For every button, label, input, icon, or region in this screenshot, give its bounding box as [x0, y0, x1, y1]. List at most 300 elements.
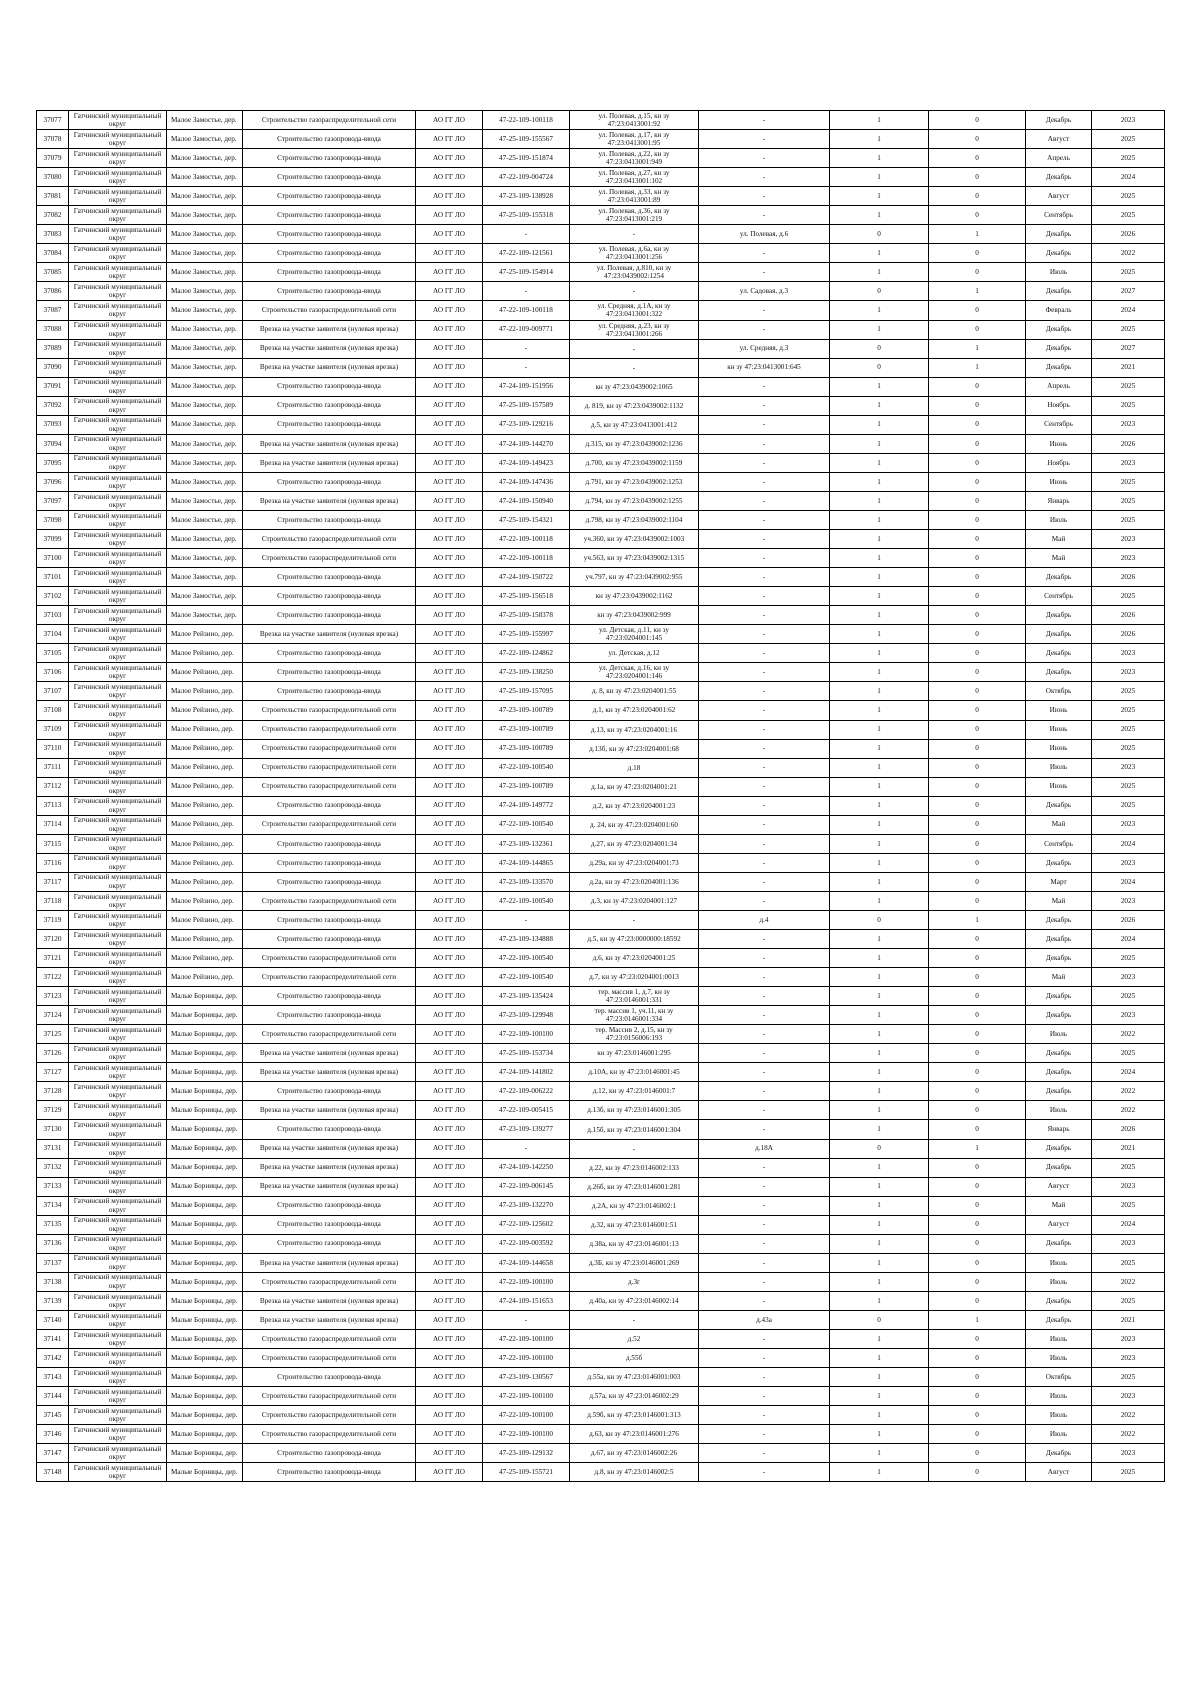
table-row — [37, 1425, 1165, 1444]
organization-cell: АО ГГ ЛО — [416, 625, 483, 644]
planned-month-cell: Январь — [1026, 1120, 1092, 1139]
work-type-cell: Строительство газопровода-ввода — [243, 930, 416, 949]
settlement-cell: Малые Борницы, дер. — [167, 1120, 243, 1139]
address-without-application-cell: - — [699, 625, 830, 644]
count-with-application-cell: 1 — [830, 1234, 929, 1253]
count-without-application-cell: 0 — [929, 587, 1026, 606]
application-number-cell: 47-24-109-144270 — [483, 434, 570, 453]
count-with-application-cell: 1 — [830, 587, 929, 606]
row-number-cell: 37121 — [37, 949, 69, 968]
row-number-cell: 37141 — [37, 1330, 69, 1349]
address-without-application-cell: - — [699, 758, 830, 777]
count-with-application-cell: 1 — [830, 549, 929, 568]
address-without-application-cell: - — [699, 530, 830, 549]
application-number-cell: - — [483, 225, 570, 244]
work-type-cell: Строительство газопровода-ввода — [243, 187, 416, 206]
organization-cell: АО ГГ ЛО — [416, 1006, 483, 1025]
count-with-application-cell: 1 — [830, 206, 929, 225]
planned-year-cell: 2025 — [1092, 1463, 1165, 1482]
work-type-cell: Врезка на участке заявителя (нулевая врезка) — [243, 1063, 416, 1082]
address-cell: д.791, кн зу 47:23:0439002:1253 — [570, 472, 699, 491]
settlement-cell: Малое Замостье, дер. — [167, 339, 243, 358]
settlement-cell: Малое Замостье, дер. — [167, 130, 243, 149]
application-number-cell: 47-22-109-003592 — [483, 1234, 570, 1253]
row-number-cell: 37143 — [37, 1368, 69, 1387]
municipal-district-cell: Гатчинский муниципальный округ — [69, 510, 167, 529]
municipal-district-cell: Гатчинский муниципальный округ — [69, 282, 167, 301]
planned-year-cell: 2023 — [1092, 815, 1165, 834]
application-number-cell: 47-22-109-005415 — [483, 1101, 570, 1120]
work-type-cell: Строительство газопровода-ввода — [243, 1368, 416, 1387]
application-number-cell: 47-23-109-100789 — [483, 777, 570, 796]
table-row — [37, 872, 1165, 891]
organization-cell: АО ГГ ЛО — [416, 1082, 483, 1101]
count-without-application-cell: 0 — [929, 1101, 1026, 1120]
table-row — [37, 1215, 1165, 1234]
table-row — [37, 491, 1165, 510]
address-without-application-cell: - — [699, 720, 830, 739]
planned-year-cell: 2024 — [1092, 1215, 1165, 1234]
table-row — [37, 1463, 1165, 1482]
address-cell: д.40а, кн зу 47:23:0146002:14 — [570, 1291, 699, 1310]
count-with-application-cell: 1 — [830, 1082, 929, 1101]
settlement-cell: Малые Борницы, дер. — [167, 1025, 243, 1044]
application-number-cell: 47-25-109-157589 — [483, 396, 570, 415]
row-number-cell: 37116 — [37, 853, 69, 872]
planned-month-cell: Сентябрь — [1026, 834, 1092, 853]
municipal-district-cell: Гатчинский муниципальный округ — [69, 1177, 167, 1196]
planned-year-cell: 2025 — [1092, 206, 1165, 225]
address-cell: ул. Полевая, д.6а, кн зу 47:23:0413001:256 — [570, 244, 699, 263]
work-type-cell: Врезка на участке заявителя (нулевая врезка) — [243, 1101, 416, 1120]
table-row — [37, 187, 1165, 206]
address-without-application-cell: - — [699, 872, 830, 891]
organization-cell: АО ГГ ЛО — [416, 815, 483, 834]
application-number-cell: 47-23-109-100789 — [483, 701, 570, 720]
row-number-cell: 37085 — [37, 263, 69, 282]
application-number-cell: 47-23-109-100789 — [483, 720, 570, 739]
settlement-cell: Малые Борницы, дер. — [167, 1330, 243, 1349]
address-without-application-cell: - — [699, 320, 830, 339]
planned-month-cell: Декабрь — [1026, 244, 1092, 263]
address-without-application-cell: - — [699, 415, 830, 434]
address-without-application-cell: - — [699, 1387, 830, 1406]
work-type-cell: Строительство газопровода-ввода — [243, 377, 416, 396]
address-without-application-cell: - — [699, 739, 830, 758]
count-without-application-cell: 0 — [929, 472, 1026, 491]
settlement-cell: Малые Борницы, дер. — [167, 1158, 243, 1177]
planned-month-cell: Декабрь — [1026, 1291, 1092, 1310]
work-type-cell: Врезка на участке заявителя (нулевая врезка) — [243, 1310, 416, 1329]
municipal-district-cell: Гатчинский муниципальный округ — [69, 853, 167, 872]
count-with-application-cell: 1 — [830, 1215, 929, 1234]
planned-month-cell: Декабрь — [1026, 1006, 1092, 1025]
count-with-application-cell: 1 — [830, 472, 929, 491]
settlement-cell: Малые Борницы, дер. — [167, 1406, 243, 1425]
address-without-application-cell: - — [699, 949, 830, 968]
table-row — [37, 396, 1165, 415]
application-number-cell: 47-24-109-150940 — [483, 491, 570, 510]
organization-cell: АО ГГ ЛО — [416, 720, 483, 739]
planned-year-cell: 2025 — [1092, 1196, 1165, 1215]
count-with-application-cell: 1 — [830, 1196, 929, 1215]
address-without-application-cell: - — [699, 491, 830, 510]
row-number-cell: 37089 — [37, 339, 69, 358]
municipal-district-cell: Гатчинский муниципальный округ — [69, 815, 167, 834]
table-row — [37, 1330, 1165, 1349]
table-row — [37, 530, 1165, 549]
row-number-cell: 37123 — [37, 987, 69, 1006]
settlement-cell: Малое Замостье, дер. — [167, 244, 243, 263]
address-cell: д.13б, кн зу 47:23:0204001:68 — [570, 739, 699, 758]
planned-month-cell: Декабрь — [1026, 1063, 1092, 1082]
count-without-application-cell: 1 — [929, 910, 1026, 929]
count-without-application-cell: 0 — [929, 625, 1026, 644]
address-cell: ул. Полевая, д.22, кн зу 47:23:0413001:949 — [570, 149, 699, 168]
organization-cell: АО ГГ ЛО — [416, 491, 483, 510]
municipal-district-cell: Гатчинский муниципальный округ — [69, 720, 167, 739]
municipal-district-cell: Гатчинский муниципальный округ — [69, 149, 167, 168]
count-without-application-cell: 0 — [929, 1215, 1026, 1234]
work-type-cell: Строительство газораспределительной сети — [243, 549, 416, 568]
row-number-cell: 37111 — [37, 758, 69, 777]
count-without-application-cell: 0 — [929, 1196, 1026, 1215]
planned-year-cell: 2023 — [1092, 1006, 1165, 1025]
planned-year-cell: 2023 — [1092, 853, 1165, 872]
organization-cell: АО ГГ ЛО — [416, 758, 483, 777]
count-with-application-cell: 1 — [830, 1425, 929, 1444]
count-without-application-cell: 0 — [929, 111, 1026, 130]
municipal-district-cell: Гатчинский муниципальный округ — [69, 434, 167, 453]
count-with-application-cell: 1 — [830, 111, 929, 130]
row-number-cell: 37125 — [37, 1025, 69, 1044]
municipal-district-cell: Гатчинский муниципальный округ — [69, 1215, 167, 1234]
planned-month-cell: Декабрь — [1026, 796, 1092, 815]
table-row — [37, 930, 1165, 949]
planned-year-cell: 2023 — [1092, 415, 1165, 434]
application-number-cell: 47-22-109-125602 — [483, 1215, 570, 1234]
organization-cell: АО ГГ ЛО — [416, 225, 483, 244]
table-row — [37, 472, 1165, 491]
address-cell: д. 24, кн зу 47:23:0204001:60 — [570, 815, 699, 834]
planned-year-cell: 2022 — [1092, 1272, 1165, 1291]
address-without-application-cell: - — [699, 206, 830, 225]
table-row — [37, 777, 1165, 796]
work-type-cell: Строительство газопровода-ввода — [243, 1215, 416, 1234]
planned-year-cell: 2025 — [1092, 510, 1165, 529]
work-type-cell: Строительство газораспределительной сети — [243, 1025, 416, 1044]
address-cell: - — [570, 1310, 699, 1329]
table-row — [37, 815, 1165, 834]
count-without-application-cell: 0 — [929, 187, 1026, 206]
work-type-cell: Строительство газопровода-ввода — [243, 149, 416, 168]
application-number-cell: 47-24-109-144658 — [483, 1253, 570, 1272]
address-cell: д.5, кн зу 47:23:0000000:18592 — [570, 930, 699, 949]
organization-cell: АО ГГ ЛО — [416, 1177, 483, 1196]
count-with-application-cell: 1 — [830, 987, 929, 1006]
application-number-cell: 47-22-109-100100 — [483, 1425, 570, 1444]
planned-month-cell: Июнь — [1026, 434, 1092, 453]
planned-year-cell: 2023 — [1092, 663, 1165, 682]
work-type-cell: Строительство газопровода-ввода — [243, 415, 416, 434]
count-with-application-cell: 1 — [830, 872, 929, 891]
municipal-district-cell: Гатчинский муниципальный округ — [69, 739, 167, 758]
address-without-application-cell: - — [699, 130, 830, 149]
row-number-cell: 37097 — [37, 491, 69, 510]
address-cell: - — [570, 339, 699, 358]
address-cell: д.52 — [570, 1330, 699, 1349]
table-row — [37, 625, 1165, 644]
municipal-district-cell: Гатчинский муниципальный округ — [69, 987, 167, 1006]
planned-month-cell: Декабрь — [1026, 644, 1092, 663]
work-type-cell: Строительство газопровода-ввода — [243, 1120, 416, 1139]
planned-month-cell: Июль — [1026, 1387, 1092, 1406]
count-with-application-cell: 1 — [830, 530, 929, 549]
count-with-application-cell: 1 — [830, 606, 929, 625]
address-cell: тер. Массив 2, д.15, кн зу 47:23:0156006:193 — [570, 1025, 699, 1044]
count-without-application-cell: 0 — [929, 834, 1026, 853]
settlement-cell: Малое Рейзино, дер. — [167, 663, 243, 682]
planned-year-cell: 2023 — [1092, 1444, 1165, 1463]
application-number-cell: 47-22-109-100100 — [483, 1349, 570, 1368]
table-row — [37, 987, 1165, 1006]
address-cell: д.13б, кн зу 47:23:0146001:305 — [570, 1101, 699, 1120]
municipal-district-cell: Гатчинский муниципальный округ — [69, 930, 167, 949]
work-type-cell: Строительство газораспределительной сети — [243, 301, 416, 320]
row-number-cell: 37115 — [37, 834, 69, 853]
count-without-application-cell: 0 — [929, 130, 1026, 149]
planned-month-cell: Декабрь — [1026, 1234, 1092, 1253]
address-without-application-cell: - — [699, 301, 830, 320]
application-number-cell: 47-22-109-121561 — [483, 244, 570, 263]
planned-month-cell: Декабрь — [1026, 606, 1092, 625]
address-cell: уч.563, кн зу 47:23:0439002:1315 — [570, 549, 699, 568]
planned-month-cell: Ноябрь — [1026, 453, 1092, 472]
work-type-cell: Строительство газопровода-ввода — [243, 472, 416, 491]
municipal-district-cell: Гатчинский муниципальный округ — [69, 301, 167, 320]
address-cell: д.12, кн зу 47:23:0146001:7 — [570, 1082, 699, 1101]
address-without-application-cell: - — [699, 396, 830, 415]
application-number-cell: 47-24-109-144865 — [483, 853, 570, 872]
count-without-application-cell: 0 — [929, 1425, 1026, 1444]
table-row — [37, 453, 1165, 472]
row-number-cell: 37128 — [37, 1082, 69, 1101]
count-with-application-cell: 1 — [830, 796, 929, 815]
organization-cell: АО ГГ ЛО — [416, 1463, 483, 1482]
application-number-cell: - — [483, 910, 570, 929]
row-number-cell: 37120 — [37, 930, 69, 949]
address-without-application-cell: - — [699, 891, 830, 910]
count-with-application-cell: 1 — [830, 396, 929, 415]
count-without-application-cell: 0 — [929, 663, 1026, 682]
application-number-cell: 47-22-109-100118 — [483, 301, 570, 320]
settlement-cell: Малые Борницы, дер. — [167, 1101, 243, 1120]
address-cell: д.57а, кн зу 47:23:0146002:29 — [570, 1387, 699, 1406]
application-number-cell: 47-23-109-132361 — [483, 834, 570, 853]
application-number-cell: 47-25-109-155997 — [483, 625, 570, 644]
work-type-cell: Врезка на участке заявителя (нулевая врезка) — [243, 625, 416, 644]
count-with-application-cell: 1 — [830, 1006, 929, 1025]
settlement-cell: Малое Рейзино, дер. — [167, 739, 243, 758]
row-number-cell: 37127 — [37, 1063, 69, 1082]
address-cell: д.798, кн зу 47:23:0439002:1104 — [570, 510, 699, 529]
row-number-cell: 37078 — [37, 130, 69, 149]
organization-cell: АО ГГ ЛО — [416, 1291, 483, 1310]
table-row — [37, 739, 1165, 758]
organization-cell: АО ГГ ЛО — [416, 1406, 483, 1425]
planned-month-cell: Декабрь — [1026, 1139, 1092, 1158]
work-type-cell: Врезка на участке заявителя (нулевая врезка) — [243, 453, 416, 472]
organization-cell: АО ГГ ЛО — [416, 910, 483, 929]
municipal-district-cell: Гатчинский муниципальный округ — [69, 1310, 167, 1329]
municipal-district-cell: Гатчинский муниципальный округ — [69, 587, 167, 606]
application-number-cell: 47-22-109-100118 — [483, 111, 570, 130]
work-type-cell: Строительство газопровода-ввода — [243, 130, 416, 149]
address-cell: д.3, кн зу 47:23:0204001:127 — [570, 891, 699, 910]
work-type-cell: Строительство газопровода-ввода — [243, 206, 416, 225]
planned-year-cell: 2024 — [1092, 872, 1165, 891]
work-type-cell: Строительство газопровода-ввода — [243, 644, 416, 663]
table-row — [37, 663, 1165, 682]
count-without-application-cell: 0 — [929, 1253, 1026, 1272]
row-number-cell: 37129 — [37, 1101, 69, 1120]
table-row — [37, 1253, 1165, 1272]
application-number-cell: 47-23-109-134888 — [483, 930, 570, 949]
address-without-application-cell: - — [699, 187, 830, 206]
row-number-cell: 37107 — [37, 682, 69, 701]
count-without-application-cell: 0 — [929, 1368, 1026, 1387]
work-type-cell: Строительство газопровода-ввода — [243, 225, 416, 244]
address-without-application-cell: - — [699, 1158, 830, 1177]
count-without-application-cell: 0 — [929, 796, 1026, 815]
table-row — [37, 1387, 1165, 1406]
count-with-application-cell: 1 — [830, 930, 929, 949]
address-without-application-cell: - — [699, 644, 830, 663]
table-row — [37, 853, 1165, 872]
planned-month-cell: Май — [1026, 968, 1092, 987]
municipal-district-cell: Гатчинский муниципальный округ — [69, 1082, 167, 1101]
row-number-cell: 37094 — [37, 434, 69, 453]
table-row — [37, 1120, 1165, 1139]
row-number-cell: 37148 — [37, 1463, 69, 1482]
settlement-cell: Малые Борницы, дер. — [167, 1463, 243, 1482]
application-number-cell: 47-23-109-129948 — [483, 1006, 570, 1025]
planned-year-cell: 2023 — [1092, 891, 1165, 910]
address-cell: ул. Полевая, д.15, кн зу 47:23:0413001:92 — [570, 111, 699, 130]
count-with-application-cell: 0 — [830, 282, 929, 301]
organization-cell: АО ГГ ЛО — [416, 891, 483, 910]
row-number-cell: 37106 — [37, 663, 69, 682]
organization-cell: АО ГГ ЛО — [416, 834, 483, 853]
count-with-application-cell: 1 — [830, 1120, 929, 1139]
planned-year-cell: 2023 — [1092, 1234, 1165, 1253]
row-number-cell: 37137 — [37, 1253, 69, 1272]
application-number-cell: 47-25-109-156518 — [483, 587, 570, 606]
table-row — [37, 1406, 1165, 1425]
row-number-cell: 37088 — [37, 320, 69, 339]
count-without-application-cell: 0 — [929, 682, 1026, 701]
planned-year-cell: 2023 — [1092, 1387, 1165, 1406]
count-with-application-cell: 1 — [830, 434, 929, 453]
row-number-cell: 37147 — [37, 1444, 69, 1463]
address-without-application-cell: - — [699, 1025, 830, 1044]
count-with-application-cell: 1 — [830, 1063, 929, 1082]
planned-year-cell: 2025 — [1092, 1158, 1165, 1177]
settlement-cell: Малое Рейзино, дер. — [167, 796, 243, 815]
count-without-application-cell: 0 — [929, 987, 1026, 1006]
row-number-cell: 37138 — [37, 1272, 69, 1291]
planned-month-cell: Июль — [1026, 510, 1092, 529]
count-with-application-cell: 1 — [830, 168, 929, 187]
table-row — [37, 1196, 1165, 1215]
row-number-cell: 37142 — [37, 1349, 69, 1368]
count-without-application-cell: 0 — [929, 758, 1026, 777]
municipal-district-cell: Гатчинский муниципальный округ — [69, 644, 167, 663]
planned-month-cell: Июнь — [1026, 739, 1092, 758]
table-row — [37, 1063, 1165, 1082]
settlement-cell: Малое Замостье, дер. — [167, 396, 243, 415]
work-type-cell: Строительство газораспределительной сети — [243, 111, 416, 130]
application-number-cell: - — [483, 1310, 570, 1329]
planned-year-cell: 2025 — [1092, 396, 1165, 415]
table-row — [37, 149, 1165, 168]
settlement-cell: Малое Замостье, дер. — [167, 434, 243, 453]
work-type-cell: Строительство газопровода-ввода — [243, 987, 416, 1006]
settlement-cell: Малое Рейзино, дер. — [167, 720, 243, 739]
table-row — [37, 796, 1165, 815]
organization-cell: АО ГГ ЛО — [416, 682, 483, 701]
organization-cell: АО ГГ ЛО — [416, 930, 483, 949]
settlement-cell: Малые Борницы, дер. — [167, 1177, 243, 1196]
work-type-cell: Строительство газопровода-ввода — [243, 1463, 416, 1482]
work-type-cell: Врезка на участке заявителя (нулевая врезка) — [243, 491, 416, 510]
row-number-cell: 37077 — [37, 111, 69, 130]
count-without-application-cell: 0 — [929, 1463, 1026, 1482]
municipal-district-cell: Гатчинский муниципальный округ — [69, 1387, 167, 1406]
table-row — [37, 1272, 1165, 1291]
settlement-cell: Малое Замостье, дер. — [167, 111, 243, 130]
organization-cell: АО ГГ ЛО — [416, 1272, 483, 1291]
address-without-application-cell: - — [699, 453, 830, 472]
settlement-cell: Малые Борницы, дер. — [167, 1253, 243, 1272]
organization-cell: АО ГГ ЛО — [416, 1044, 483, 1063]
count-without-application-cell: 0 — [929, 1120, 1026, 1139]
planned-year-cell: 2023 — [1092, 1330, 1165, 1349]
planned-month-cell: Апрель — [1026, 149, 1092, 168]
planned-month-cell: Декабрь — [1026, 111, 1092, 130]
count-with-application-cell: 1 — [830, 1387, 929, 1406]
application-number-cell: 47-23-109-129216 — [483, 415, 570, 434]
row-number-cell: 37093 — [37, 415, 69, 434]
application-number-cell: 47-23-109-138928 — [483, 187, 570, 206]
row-number-cell: 37084 — [37, 244, 69, 263]
planned-month-cell: Декабрь — [1026, 568, 1092, 587]
work-type-cell: Строительство газопровода-ввода — [243, 796, 416, 815]
address-cell: - — [570, 225, 699, 244]
address-cell: - — [570, 358, 699, 377]
table-row — [37, 415, 1165, 434]
table-row — [37, 1025, 1165, 1044]
application-number-cell: - — [483, 1139, 570, 1158]
planned-month-cell: Декабрь — [1026, 930, 1092, 949]
planned-month-cell: Декабрь — [1026, 320, 1092, 339]
row-number-cell: 37086 — [37, 282, 69, 301]
count-with-application-cell: 1 — [830, 130, 929, 149]
planned-month-cell: Октябрь — [1026, 1368, 1092, 1387]
row-number-cell: 37122 — [37, 968, 69, 987]
address-cell: д.315, кн зу 47:23:0439002:1236 — [570, 434, 699, 453]
address-cell: д.38а, кн зу 47:23:0146001:13 — [570, 1234, 699, 1253]
